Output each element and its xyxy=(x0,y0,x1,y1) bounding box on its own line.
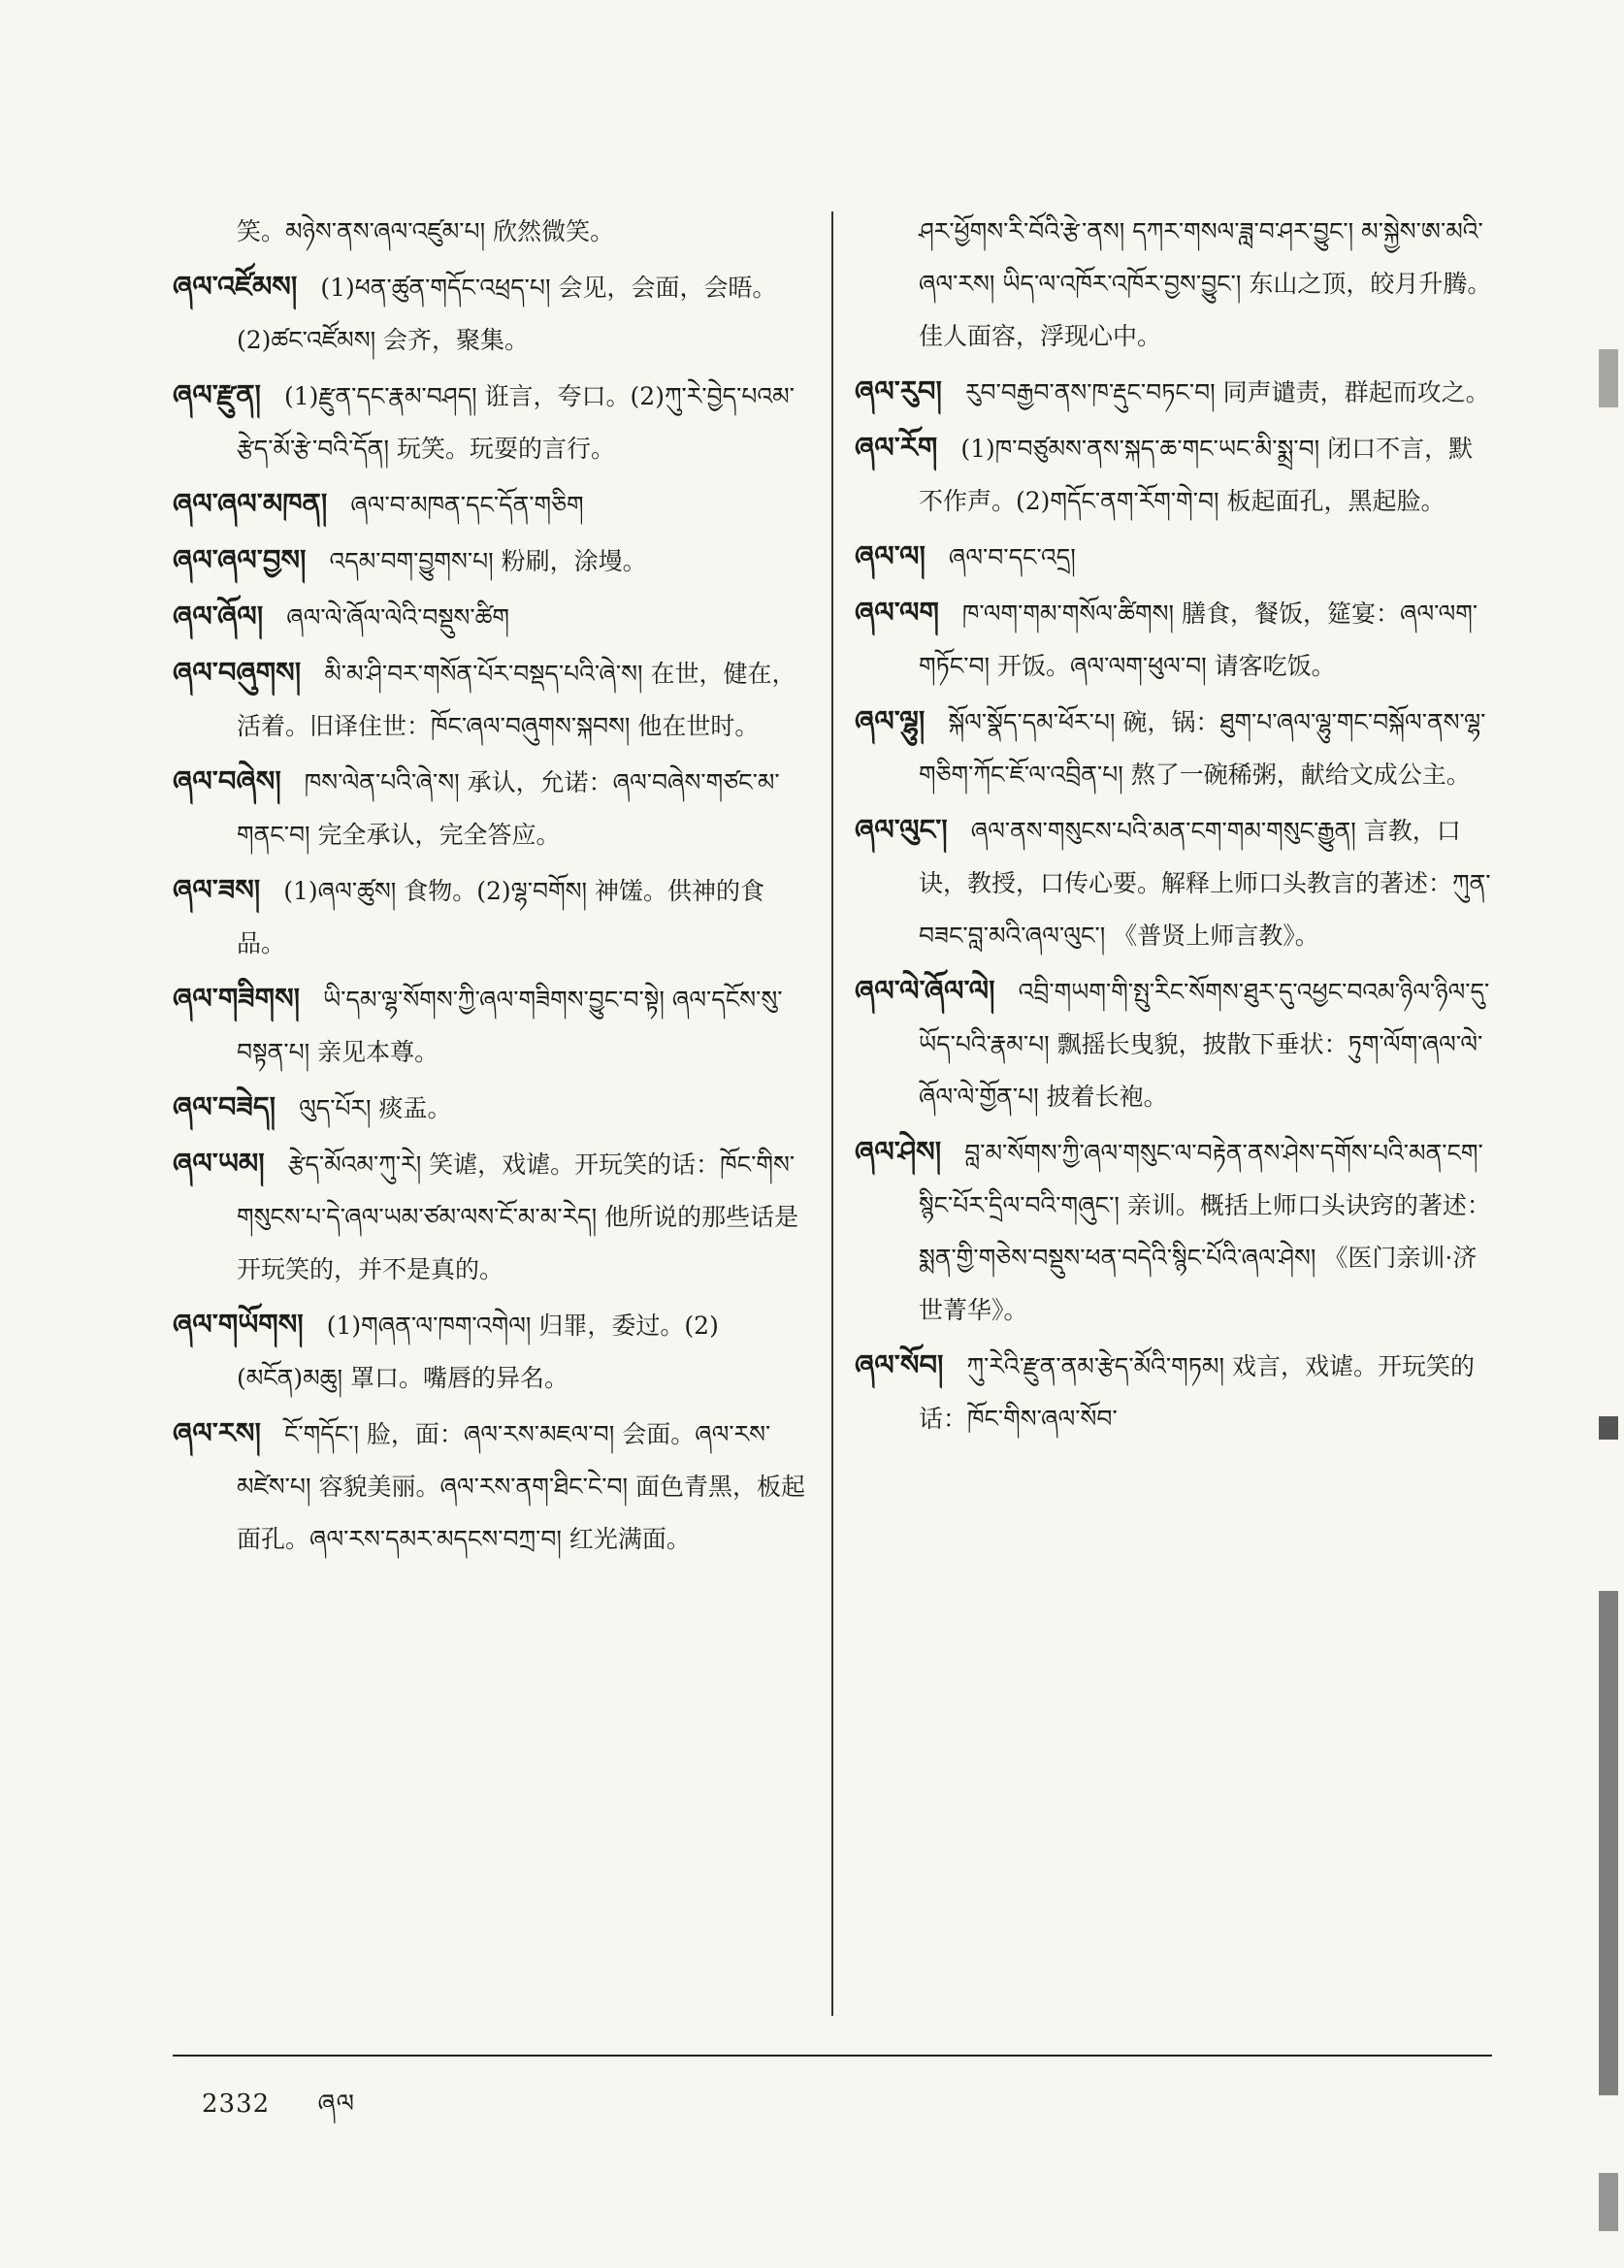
entry-headword: ཞལ་ཞོལ། xyxy=(173,599,264,632)
entry-headword: ཞལ་ཞལ་བྱས། xyxy=(173,543,307,576)
dictionary-entry xyxy=(855,365,1492,419)
dictionary-entry xyxy=(173,477,810,532)
footer-rule xyxy=(173,2055,1492,2057)
entry-definition: (1)ཕན་ཚུན་གདོང་འཕྲད་པ། 会见，会面，会晤。(2)ཚང་འཛོམས། 会齐，聚集。 xyxy=(237,274,777,354)
dictionary-entry xyxy=(173,590,810,644)
entry-definition: ཡི་དམ་ལྷ་སོགས་ཀྱི་ཞལ་གཟིགས་བྱུང་བ་སྟེ། ཞལ་དངོས་སུ་བསྟན་པ། 亲见本尊。 xyxy=(237,986,783,1066)
entry-definition: (1)ཁ་བཙུམས་ནས་སྐད་ཆ་གང་ཡང་མི་སྨྲ་བ། 闭口不言，默不作声。(2)གདོང་ནག་རོག་གེ་བ། 板起面孔，黑起脸。 xyxy=(919,435,1474,515)
dictionary-entry xyxy=(855,530,1492,584)
entry-definition: སྐོལ་སྣོད་དམ་ཕོར་པ། 碗，锅：ཐུག་པ་ཞལ་ལྷུ་གང་བསྐོལ་ནས་ལྷ་གཅིག་ཀོང་ཇོ་ལ་འབྲིན་པ། 熬了一碗稀粥，献给文成公主。 xyxy=(919,708,1486,789)
entry-definition: ཞལ་བ་དང་འདྲ། xyxy=(948,543,1076,571)
entry-definition: བླ་མ་སོགས་ཀྱི་ཞལ་གསུང་ལ་བརྟེན་ནས་ཤེས་དགོས་པའི་མན་ངག་སྙིང་པོར་དྲིལ་བའི་གཞུང་། 亲训。概括上师口头诀窍的著述：སྨན་གྱི་གཅེས་བསྡུས་ཕན་བདེའི་སྙིང་པོའི་ཞལ་ཤེས། 《医门亲训·济世菁华》。 xyxy=(919,1139,1491,1324)
dictionary-entry xyxy=(855,1125,1492,1337)
dictionary-entry xyxy=(173,755,810,861)
page-number: 2332 xyxy=(202,2090,271,2119)
dictionary-entry xyxy=(855,1339,1492,1445)
entry-headword: ཞལ་ཤེས། xyxy=(855,1135,942,1168)
edge-mark xyxy=(1599,349,1618,407)
entry-definition: ཞལ་ལེ་ཞོལ་ལེའི་བསྡུས་ཚིག xyxy=(286,603,509,632)
entry-definition: རུབ་བརྒྱབ་ནས་ཁ་རྡུང་བཏང་བ། 同声谴责，群起而攻之。 xyxy=(964,378,1490,406)
entry-definition: ཞལ་ནས་གསུངས་པའི་མན་ངག་གམ་གསུང་རྒྱུན། 言教，口诀，教授，口传心要。解释上师口头教言的著述：ཀུན་བཟང་བླ་མའི་ཞལ་ལུང་། 《普贤上师言教》。 xyxy=(919,817,1491,950)
entry-definition: འབྲི་གཡག་གི་སྤུ་རིང་སོགས་ཐུར་དུ་འཕྱང་བའམ་ཉིལ་ཉིལ་དུ་ཡོད་པའི་རྣམ་པ། 飘摇长曳貌，披散下垂状：ཏུག་ལོག་ཞལ་ལེ་ཞོལ་ལེ་གྱོན་པ། 披着长袍。 xyxy=(919,978,1490,1111)
entry-headword: ཞལ་གཟིགས། xyxy=(173,982,301,1015)
entry-headword: ཞལ་ལེ་ཞོལ་ལེ། xyxy=(855,974,995,1007)
entry-definition: འདམ་བག་བྱུགས་པ། 粉刷，涂墁。 xyxy=(329,547,647,575)
left-column xyxy=(173,206,831,2039)
entry-headword: ཞལ་རོག xyxy=(855,431,938,464)
entry-definition: ཀུ་རེའི་རྫུན་ནམ་རྩེད་མོའི་གཏམ། 戏言，戏谑。开玩笑的话：ཁོང་གིས་ཞལ་སོབ་ xyxy=(919,1352,1475,1433)
dictionary-entry xyxy=(855,695,1492,801)
dictionary-entry xyxy=(173,972,810,1079)
scan-edge-marks xyxy=(1591,349,1618,2192)
entry-headword: ཞལ་ལྷུ། xyxy=(855,704,926,737)
two-column-body xyxy=(173,206,1492,2039)
dictionary-entry xyxy=(173,534,810,588)
dictionary-entry xyxy=(173,1081,810,1135)
entry-definition: (1)ཞལ་ཚུས། 食物。(2)ལྷ་བགོས། 神馐。供神的食品。 xyxy=(237,877,765,957)
entry-definition: ལུད་པོར། 痰盂。 xyxy=(299,1094,452,1122)
edge-mark xyxy=(1599,2173,1618,2231)
entry-definition: 笑。མཉེས་ནས་ཞལ་འཛུམ་པ། 欣然微笑。 xyxy=(237,217,615,245)
entry-headword: ཞལ་གཡོགས། xyxy=(173,1308,304,1341)
page-footer xyxy=(202,2076,355,2147)
entry-definition: ཁ་ལག་གམ་གསོལ་ཚིགས། 膳食，餐饭，筵宴：ཞལ་ལག་གཏོང་བ། 开饭。ཞལ་ལག་ཕུལ་བ། 请客吃饭。 xyxy=(919,599,1478,680)
entry-headword: ཞལ་རུབ། xyxy=(855,374,942,407)
entry-definition: མི་མ་ཤི་བར་གསོན་པོར་བསྡད་པའི་ཞེ་ས། 在世，健在，活着。旧译住世：ཁོང་ཞལ་བཞུགས་སྐབས། 他在世时。 xyxy=(237,660,796,740)
edge-mark xyxy=(1599,1591,1618,2095)
dictionary-entry xyxy=(173,260,810,367)
entry-definition: ཞལ་བ་མཁན་དང་དོན་གཅིག xyxy=(350,491,584,519)
dictionary-entry xyxy=(173,863,810,970)
dictionary-entry xyxy=(173,1298,810,1405)
entry-definition: ངོ་གདོང་། 脸，面：ཞལ་རས་མཇལ་བ། 会面。ཞལ་རས་མཛེས་པ། 容貌美丽。ཞལ་རས་ནག་ཐིང་ངེ་བ། 面色青黑，板起面孔。ཞལ་རས་དམར་མདངས་བཀྲ་བ། 红光满面。 xyxy=(237,1420,806,1553)
dictionary-entry xyxy=(173,1407,810,1566)
entry-definition: (1)རྫུན་དང་རྣམ་བཤད། 诳言，夸口。(2)ཀུ་རེ་བྱེད་པའམ་རྩེད་མོ་རྩེ་བའི་དོན། 玩笑。玩耍的言行。 xyxy=(237,382,795,463)
dictionary-entry xyxy=(173,646,810,753)
entry-headword: ཞལ་ཞལ་མཁན། xyxy=(173,487,328,520)
entry-headword: ཞལ་རས། xyxy=(173,1416,261,1449)
entry-definition: རྩེད་མོའམ་ཀུ་རེ། 笑谑，戏谑。开玩笑的话：ཁོང་གིས་གསུངས་པ་དེ་ཞལ་ཡམ་ཙམ་ལས་ངོ་མ་མ་རེད། 他所说的那些话是开玩笑的，并不是真的。 xyxy=(237,1150,799,1283)
dictionary-entry xyxy=(855,803,1492,962)
entry-headword: ཞལ་ལག xyxy=(855,596,939,629)
entry-definition: ཤར་ཕྱོགས་རི་བོའི་རྩེ་ནས། དཀར་གསལ་ཟླ་བ་ཤར་བྱུང་། མ་སྐྱེས་ཨ་མའི་ཞལ་རས། ཡིད་ལ་འཁོར་འཁོར་བྱས་བྱུང་། 东山之顶，皎月升腾。佳人面容，浮现心中。 xyxy=(919,217,1492,350)
edge-mark xyxy=(1599,1416,1618,1440)
running-head: ཞལ xyxy=(317,2090,355,2119)
entry-headword: ཞལ་རྫུན། xyxy=(173,378,261,411)
dictionary-entry xyxy=(173,369,810,475)
entry-headword: ཞལ་ཡམ། xyxy=(173,1147,265,1180)
entry-headword: ཞལ་འཛོམས། xyxy=(173,270,298,303)
entry-headword: ཞལ་ལ། xyxy=(855,539,926,572)
dictionary-entry xyxy=(855,206,1492,363)
entry-headword: ཞལ་སོབ། xyxy=(855,1348,944,1381)
entry-headword: ཞལ་ཟས། xyxy=(173,873,261,906)
dictionary-entry xyxy=(173,206,810,258)
entry-definition: (1)གཞན་ལ་ཁག་འགེལ། 归罪，委过。(2)(མངོན)མཆུ། 罩口。嘴唇的异名。 xyxy=(237,1312,719,1392)
entry-headword: ཞལ་བཞུགས། xyxy=(173,656,302,689)
dictionary-entry xyxy=(855,421,1492,528)
entry-headword: ཞལ་བཞེས། xyxy=(173,764,281,797)
dictionary-entry xyxy=(173,1137,810,1296)
right-column xyxy=(833,206,1492,2039)
dictionary-entry xyxy=(855,964,1492,1123)
entry-headword: ཞལ་བཟེད། xyxy=(173,1090,276,1123)
entry-definition: ཁས་ལེན་པའི་ཞེ་ས། 承认，允诺：ཞལ་བཞེས་གཙང་མ་གནང་བ། 完全承认，完全答应。 xyxy=(237,768,780,849)
dictionary-entry xyxy=(855,586,1492,693)
entry-headword: ཞལ་ལུང་། xyxy=(855,813,948,846)
